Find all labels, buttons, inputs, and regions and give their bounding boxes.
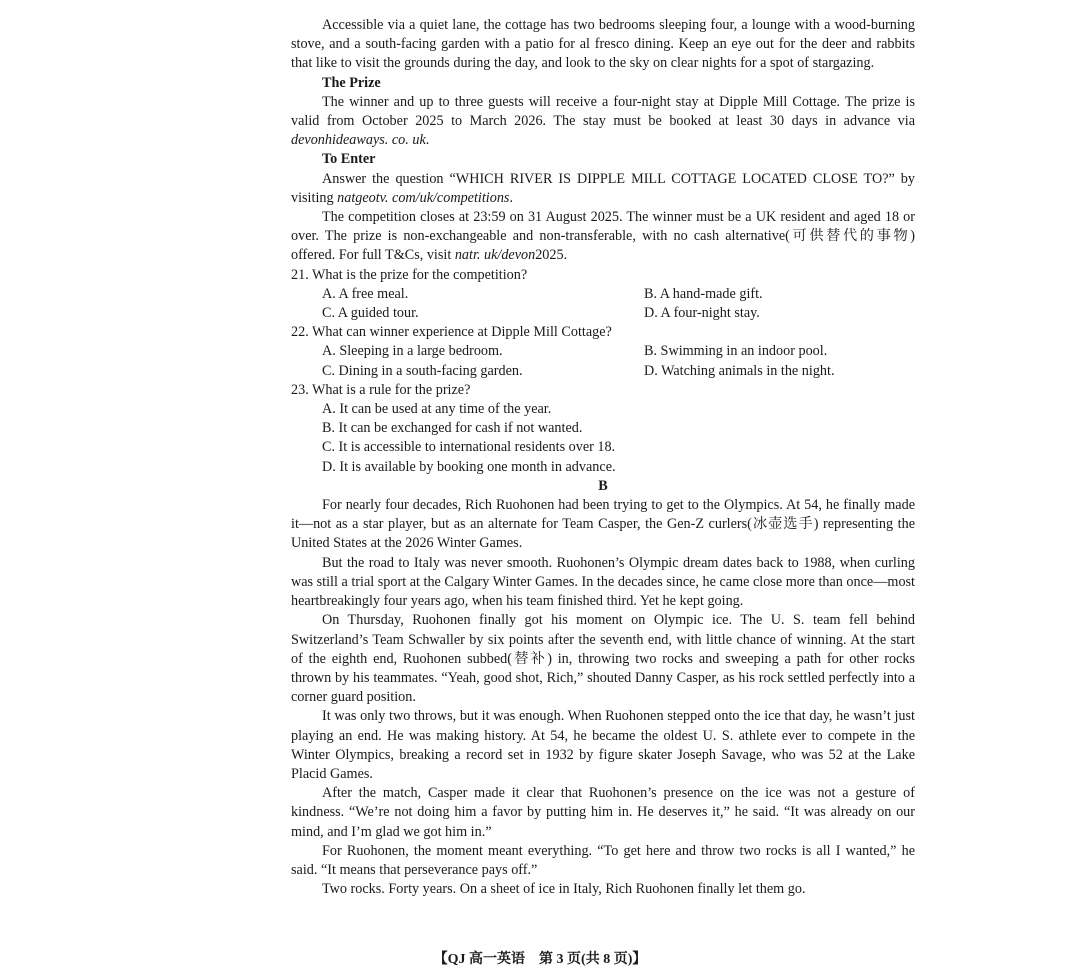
- passage-b-paragraph: For Ruohonen, the moment meant everything. “To get here and throw two rocks is all I wanted,” he said. “It means that perseverance pays off.”: [291, 842, 915, 878]
- closing-text: The competition closes at 23:59 on 31 August 2025. The winner must be a UK resident and aged 18 or over. The prize is non-exchangeable and non-transferable, with no cash alternative(可供替代的事物) offered. For full T&Cs, visit: [291, 209, 915, 264]
- question-21: [291, 266, 915, 324]
- option-row: [291, 304, 915, 323]
- option-a: A. A free meal.: [322, 285, 409, 302]
- enter-link: natgeotv. com/uk/competitions: [337, 189, 510, 206]
- prize-heading: The Prize: [322, 74, 381, 91]
- option-c: C. It is accessible to international residents over 18.: [322, 439, 616, 456]
- option-d: D. Watching animals in the night.: [644, 362, 835, 379]
- option-a: A. Sleeping in a large bedroom.: [322, 343, 503, 360]
- option-d: D. A four-night stay.: [644, 305, 760, 322]
- closing-link: natr. uk/devon: [454, 247, 536, 264]
- question-stem: 21. What is the prize for the competition?: [291, 266, 528, 283]
- prize-paragraph: [291, 93, 915, 151]
- section-b-label: B: [598, 477, 608, 494]
- closing-text-end: 2025.: [535, 247, 568, 264]
- option-row: [291, 362, 915, 381]
- enter-text-end: .: [509, 189, 513, 206]
- question-stem: 23. What is a rule for the prize?: [291, 381, 471, 398]
- question-23: [291, 381, 915, 477]
- option-row: [291, 342, 915, 361]
- option-b: B. Swimming in an indoor pool.: [644, 343, 828, 360]
- prize-link: devonhideaways. co. uk: [291, 132, 426, 149]
- passage-b-paragraph: But the road to Italy was never smooth. Ruohonen’s Olympic dream dates back to 1988, when curling was still a trial sport at the Calgary Winter Games. In the decades since, he came close more than once—most heartbreakingly four years ago, when his team finished third. Yet he kept going.: [291, 554, 915, 610]
- option-row: [291, 285, 915, 304]
- option-b: B. A hand-made gift.: [644, 285, 763, 302]
- question-stem: 22. What can winner experience at Dipple Mill Cottage?: [291, 324, 612, 341]
- passage-b-paragraph: After the match, Casper made it clear that Ruohonen’s presence on the ice was not a gesture of kindness. “We’re not doing him a favor by putting him in. He deserves it,” he said. “It was already on our mind, and I’m glad we got him in.”: [291, 785, 915, 840]
- passage-b-paragraph: It was only two throws, but it was enough. When Ruohonen stepped onto the ice that day, he wasn’t just playing an end. He was making history. At 54, he became the oldest U. S. athlete ever to compete in the Winter Olympics, breaking a record set in 1932 by figure skater Joseph Savage, who was 52 at the Lake Placid Games.: [291, 708, 915, 782]
- enter-paragraph: [291, 170, 915, 208]
- closing-paragraph: [291, 208, 915, 266]
- option-b: B. It can be exchanged for cash if not wanted.: [322, 420, 583, 437]
- passage-b-paragraph: Two rocks. Forty years. On a sheet of ice in Italy, Rich Ruohonen finally let them go.: [322, 881, 806, 898]
- text-column: [291, 16, 915, 899]
- enter-heading: To Enter: [322, 151, 376, 168]
- prize-text: The winner and up to three guests will receive a four-night stay at Dipple Mill Cottage. The prize is valid from October 2025 to March 2026. The stay must be booked at least 30 days in advance via: [291, 93, 915, 130]
- option-d: D. It is available by booking one month in advance.: [322, 458, 616, 475]
- prize-text-end: .: [425, 132, 430, 149]
- passage-a-intro: Accessible via a quiet lane, the cottage has two bedrooms sleeping four, a lounge with a wood-burning stove, and a south-facing garden with a patio for al fresco dining. Keep an eye out for the deer and rabbits that like to visit the grounds during the day, and look to the sky on clear nights for a spot of stargazing.: [291, 17, 915, 72]
- enter-text: Answer the question “WHICH RIVER IS DIPPLE MILL COTTAGE LOCATED CLOSE TO?” by visiting: [291, 170, 915, 206]
- option-c: C. Dining in a south-facing garden.: [322, 362, 523, 379]
- passage-b-paragraph: On Thursday, Ruohonen finally got his moment on Olympic ice. The U. S. team fell behind Switzerland’s Team Schwaller by six points after the seventh end, with little chance of winning. At the start of the eighth end, Ruohonen subbed(替补) in, throwing two rocks and sweeping a path for other rocks thrown by his teammates. “Yeah, good shot, Rich,” shouted Danny Casper, as his rock settled perfectly into a corner guard position.: [291, 612, 915, 706]
- question-22: [291, 323, 915, 381]
- passage-b-paragraph: For nearly four decades, Rich Ruohonen had been trying to get to the Olympics. At 54, he finally made it—not as a star player, but as an alternate for Team Casper, the Gen-Z curlers(冰壶选手) representing the United States at the 2026 Winter Games.: [291, 497, 915, 552]
- page-footer: 【QJ 高一英语 第 3 页(共 8 页)】: [433, 952, 647, 967]
- option-a: A. It can be used at any time of the year.: [322, 401, 552, 418]
- option-c: C. A guided tour.: [322, 305, 419, 322]
